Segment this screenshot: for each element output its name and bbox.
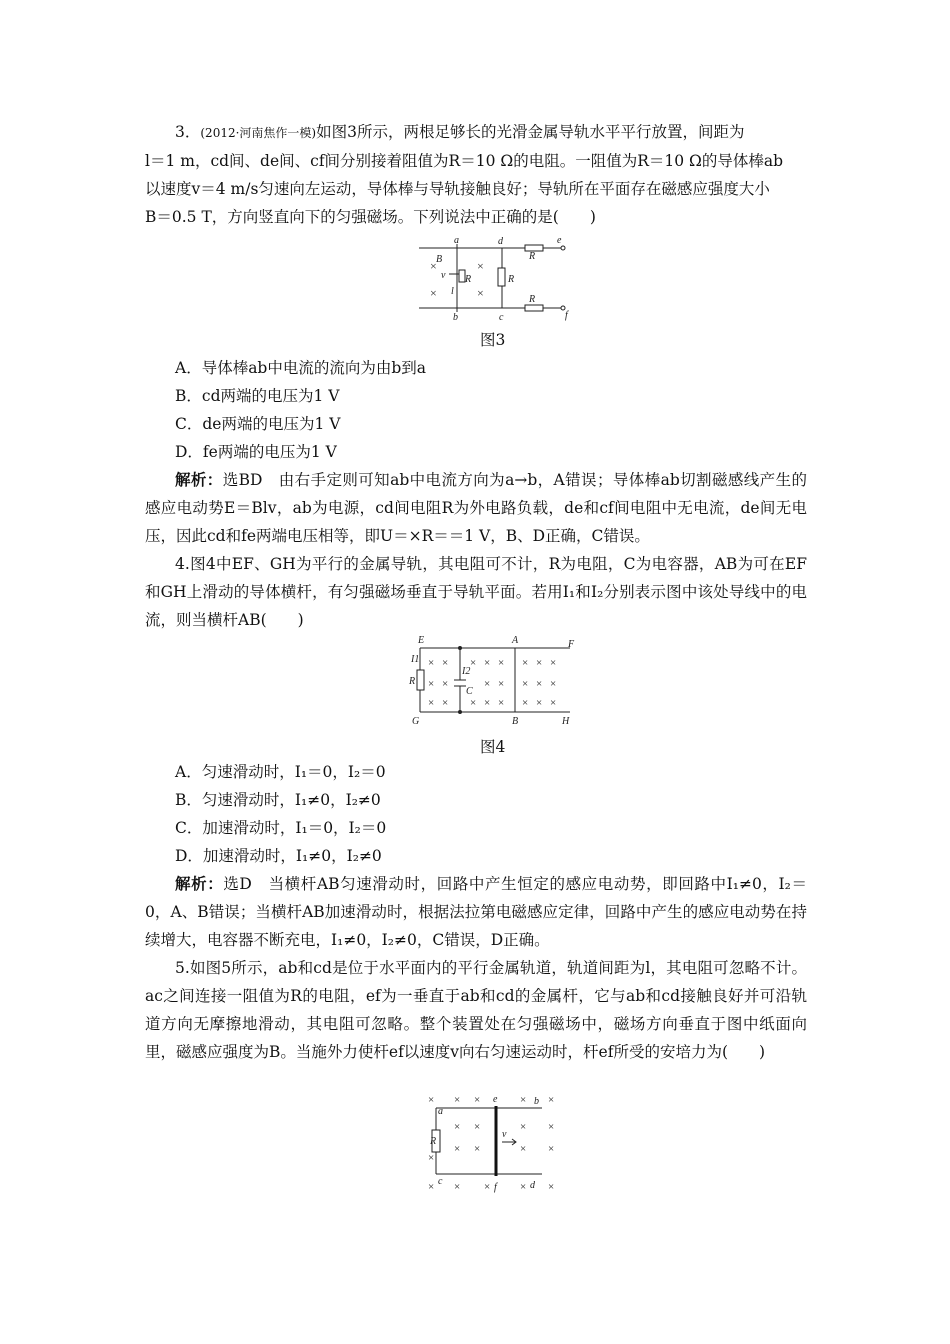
q3-analysis: 解析：选BD 由右手定则可知ab中电流方向为a→b，A错误；导体棒ab切割磁感线产生的感应电动势E＝Blv，ab为电源，cd间电阻R为外电路负载，de和cf间电阻中无电流，de间无电压，因此cd和fe两端电压相等，即U＝×R＝＝1 V，B、D正确，C错误。 xyxy=(145,470,807,545)
svg-text:e: e xyxy=(557,235,562,246)
svg-text:×: × xyxy=(428,1094,435,1106)
figure-3-caption: 图3 xyxy=(480,331,506,349)
figure-4-caption: 图4 xyxy=(480,738,506,756)
q5-stem: 5.如图5所示，ab和cd是位于水平面内的平行金属轨道，轨道间距为l，其电阻可忽略不计。ac之间连接一阻值为R的电阻，ef为一垂直于ab和cd的金属杆，它与ab和cd接触良好并可沿轨道方向无摩擦地滑动，其电阻可忽略。整个装置处在匀强磁场中，磁场方向垂直于图中纸面向里，磁感应强度为B。当施外力使杆ef以速度v向右匀速运动时，杆ef所受的安培力为( ) xyxy=(145,959,807,1061)
svg-text:C: C xyxy=(466,686,473,697)
svg-text:×: × xyxy=(520,1143,527,1155)
svg-text:×: × xyxy=(477,259,484,273)
svg-text:×: × xyxy=(548,1121,555,1133)
svg-text:a: a xyxy=(454,235,459,246)
svg-text:×: × xyxy=(474,1143,481,1155)
svg-text:×: × xyxy=(522,697,529,709)
q3-option-a: A．导体棒ab中电流的流向为由b到a xyxy=(175,359,427,377)
svg-text:×: × xyxy=(484,1181,491,1193)
svg-text:e: e xyxy=(493,1094,498,1105)
q4-option-d: D．加速滑动时，I₁≠0，I₂≠0 xyxy=(175,847,382,865)
svg-text:E: E xyxy=(418,635,425,646)
svg-text:×: × xyxy=(428,678,435,690)
q4-option-b: B．匀速滑动时，I₁≠0，I₂≠0 xyxy=(175,791,381,809)
svg-text:R: R xyxy=(409,676,416,687)
svg-text:×: × xyxy=(470,657,477,669)
svg-text:c: c xyxy=(499,312,504,323)
q4-option-c: C．加速滑动时，I₁＝0，I₂＝0 xyxy=(175,819,387,837)
svg-text:×: × xyxy=(442,657,449,669)
svg-text:b: b xyxy=(534,1096,539,1107)
svg-text:×: × xyxy=(474,1094,481,1106)
svg-text:×: × xyxy=(520,1121,527,1133)
svg-text:×: × xyxy=(474,1121,481,1133)
svg-text:×: × xyxy=(548,1143,555,1155)
svg-text:H: H xyxy=(562,716,570,726)
svg-text:×: × xyxy=(536,697,543,709)
svg-text:R: R xyxy=(529,294,536,305)
svg-text:f: f xyxy=(494,1182,497,1193)
svg-text:v: v xyxy=(441,270,446,281)
svg-text:R: R xyxy=(430,1136,437,1147)
svg-text:R: R xyxy=(508,274,515,285)
figure-4 xyxy=(408,634,578,730)
svg-text:d: d xyxy=(530,1180,535,1191)
figure-3 xyxy=(415,234,575,328)
svg-text:×: × xyxy=(454,1094,461,1106)
svg-text:×: × xyxy=(550,678,557,690)
svg-text:×: × xyxy=(484,657,491,669)
svg-text:×: × xyxy=(442,678,449,690)
svg-text:×: × xyxy=(550,657,557,669)
svg-text:×: × xyxy=(536,678,543,690)
q4-options xyxy=(175,758,386,870)
svg-text:×: × xyxy=(454,1121,461,1133)
svg-text:I2: I2 xyxy=(462,666,471,677)
q4-option-a: A．匀速滑动时，I₁＝0，I₂＝0 xyxy=(175,763,386,781)
svg-text:×: × xyxy=(430,259,437,273)
q3-options xyxy=(175,354,426,466)
q4-analysis: 解析：选D 当横杆AB匀速滑动时，回路中产生恒定的感应电动势，即回路中I₁≠0，I₂＝0，A、B错误；当横杆AB加速滑动时，根据法拉第电磁感应定律，回路中产生的感应电动势在持续增大，电容器不断充电，I₁≠0，I₂≠0，C错误，D正确。 xyxy=(145,874,807,949)
svg-text:f: f xyxy=(565,310,568,321)
svg-text:×: × xyxy=(454,1143,461,1155)
svg-text:×: × xyxy=(550,697,557,709)
svg-text:B: B xyxy=(512,716,519,726)
svg-text:×: × xyxy=(520,1094,527,1106)
svg-text:l: l xyxy=(451,286,454,297)
svg-text:×: × xyxy=(522,678,529,690)
svg-text:×: × xyxy=(442,697,449,709)
svg-text:×: × xyxy=(548,1094,555,1106)
svg-text:c: c xyxy=(438,1176,443,1187)
svg-text:×: × xyxy=(498,678,505,690)
svg-text:R: R xyxy=(465,274,472,285)
svg-text:×: × xyxy=(520,1181,527,1193)
svg-text:F: F xyxy=(568,639,575,650)
q4-stem: 4.图4中EF、GH为平行的金属导轨，其电阻可不计，R为电阻，C为电容器，AB为可在EF和GH上滑动的导体横杆，有匀强磁场垂直于导轨平面。若用I₁和I₂分别表示图中该处导线中的电流，则当横杆AB( ) xyxy=(145,555,807,629)
svg-text:B: B xyxy=(436,254,443,265)
svg-text:×: × xyxy=(498,697,505,709)
svg-text:×: × xyxy=(428,1181,435,1193)
q3-option-c: C．de两端的电压为1 V xyxy=(175,415,341,433)
svg-text:v: v xyxy=(502,1129,507,1140)
svg-text:R: R xyxy=(529,251,536,262)
svg-text:A: A xyxy=(512,635,519,646)
svg-text:×: × xyxy=(477,286,484,300)
q3-option-b: B．cd两端的电压为1 V xyxy=(175,387,340,405)
svg-text:×: × xyxy=(470,697,477,709)
svg-text:×: × xyxy=(548,1181,555,1193)
svg-text:×: × xyxy=(428,697,435,709)
q3-option-d: D．fe两端的电压为1 V xyxy=(175,443,337,461)
svg-text:I1: I1 xyxy=(411,654,420,665)
svg-text:×: × xyxy=(454,1181,461,1193)
svg-text:×: × xyxy=(498,657,505,669)
svg-text:d: d xyxy=(498,236,503,247)
q3-stem: 3．(2012·河南焦作一模)如图3所示，两根足够长的光滑金属导轨水平平行放置，间距为 l＝1 m，cd间、de间、cf间分别接着阻值为R＝10 Ω的电阻。一阻值为R＝10 Ω的导体棒ab 以速度v＝4 m/s匀速向左运动，导体棒与导轨接触良好；导轨所在平面存在磁感应强度大小 B＝0.5 T，方向竖直向下的匀强磁场。下列说法中正确的是( ) xyxy=(145,123,784,226)
svg-text:×: × xyxy=(536,657,543,669)
svg-text:×: × xyxy=(428,657,435,669)
svg-text:×: × xyxy=(522,657,529,669)
svg-text:×: × xyxy=(430,286,437,300)
svg-text:×: × xyxy=(484,678,491,690)
svg-text:×: × xyxy=(484,697,491,709)
svg-text:b: b xyxy=(453,312,458,323)
svg-text:a: a xyxy=(438,1106,443,1117)
figure-5 xyxy=(422,1090,572,1204)
svg-text:G: G xyxy=(412,716,420,726)
svg-text:×: × xyxy=(428,1152,435,1164)
